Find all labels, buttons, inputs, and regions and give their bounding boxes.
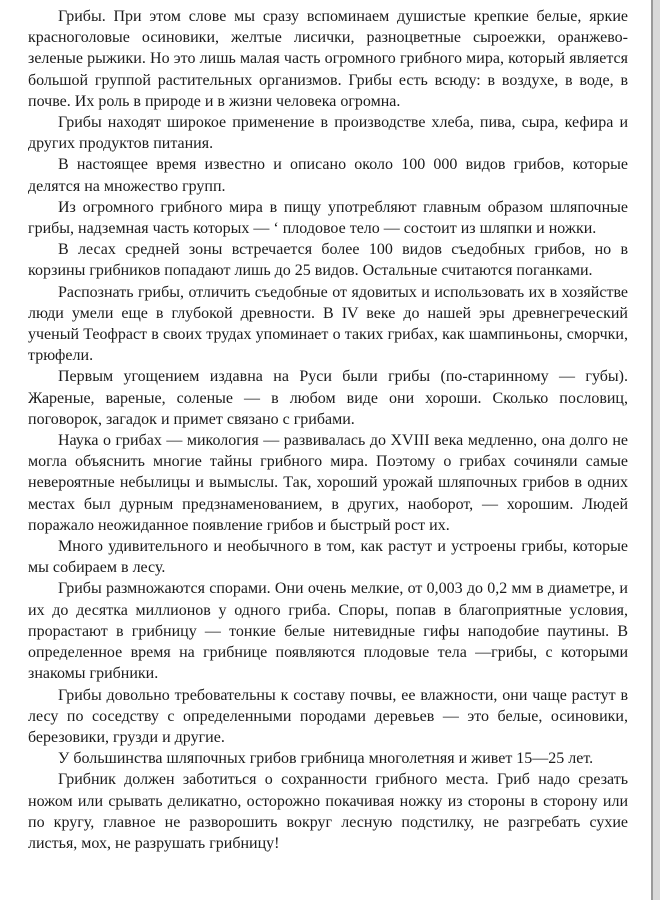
paragraph-3: В настоящее время известно и описано около 100 000 видов грибов, которые делятся на множество групп.: [28, 156, 628, 195]
paragraph-1: Грибы. При этом слове мы сразу вспоминаем душистые крепкие белые, яркие красноголовые осиновики, желтые лисички, разноцветные сыроежки, оранжевозеленые рыжики. Но это лишь малая часть огромного грибного мира, который является большой группой растительных организмов. Грибы есть всюду: в воздухе, в воде, в почве. Их роль в природе и в жизни человека огромна.: [28, 8, 628, 110]
paragraph-13: Грибник должен заботиться о сохранности грибного места. Гриб надо срезать ножом или срывать деликатно, осторожно покачивая ножку из стороны в сторону или по кругу, главное не разворошить вокруг лесную подстилку, не разгребать сухие листья, мох, не разрушать грибницу!: [28, 771, 628, 852]
paragraph-6: Распознать грибы, отличить съедобные от ядовитых и использовать их в хозяйстве люди умели еще в глубокой древности. В IV веке до нашей эры древнегреческий ученый Теофраст в своих трудах упоминает о таких грибах, как шампиньоны, сморчки, трюфели.: [28, 283, 628, 365]
paragraph-4: Из огромного грибного мира в пищу употребляют главным образом шляпочные грибы, надземная часть которых — ‘ плодовое тело — состоит из шляпки и ножки.: [28, 198, 628, 238]
paragraph-10: Грибы размножаются спорами. Они очень мелкие, от 0,003 до 0,2 мм в диаметре, и их до десятка миллионов у одного гриба. Споры, попав в благоприятные условия, прорастают в грибницу — тонкие белые нитевидные гифы наподобие паутины. В определенное время на грибнице появляются плодовые тела —грибы, с которыми знакомы грибники.: [28, 580, 628, 683]
paragraph-8: Наука о грибах — микология — развивалась до XVIII века медленно, она долго не могла объяснить многие тайны грибного мира. Поэтому о грибах сочиняли самые невероятные небылицы и вымыслы. Так, хороший урожай шляпочных грибов в одних местах был дурным предзнаменованием, в других, наоборот, — хорошим. Людей поражало неожиданное появление грибов и быстрый рост их.: [28, 432, 628, 534]
page-edge-shadow: [653, 0, 660, 900]
article-body: [28, 6, 628, 854]
paragraph-2: Грибы находят широкое применение в производстве хлеба, пива, сыра, кефира и других продуктов питания.: [28, 114, 628, 153]
paragraph-5: В лесах средней зоны встречается более 100 видов съедобных грибов, но в корзины грибников попадают лишь до 25 видов. Остальные считаются поганками.: [28, 241, 628, 280]
paragraph-9: Много удивительного и необычного в том, как растут и устроены грибы, которые мы собираем в лесу.: [28, 538, 628, 577]
paragraph-7: Первым угощением издавна на Руси были грибы (по-старинному — губы). Жареные, вареные, соленые — в любом виде они хороши. Сколько пословиц, поговорок, загадок и примет связано с грибами.: [28, 368, 628, 428]
paragraph-12: У большинства шляпочных грибов грибница многолетняя и живет 15—25 лет.: [58, 750, 594, 768]
paragraph-11: Грибы довольно требовательны к составу почвы, ее влажности, они чаще растут в лесу по соседству с определенными породами деревьев — это белые, осиновики, березовики, грузди и другие.: [28, 686, 628, 746]
